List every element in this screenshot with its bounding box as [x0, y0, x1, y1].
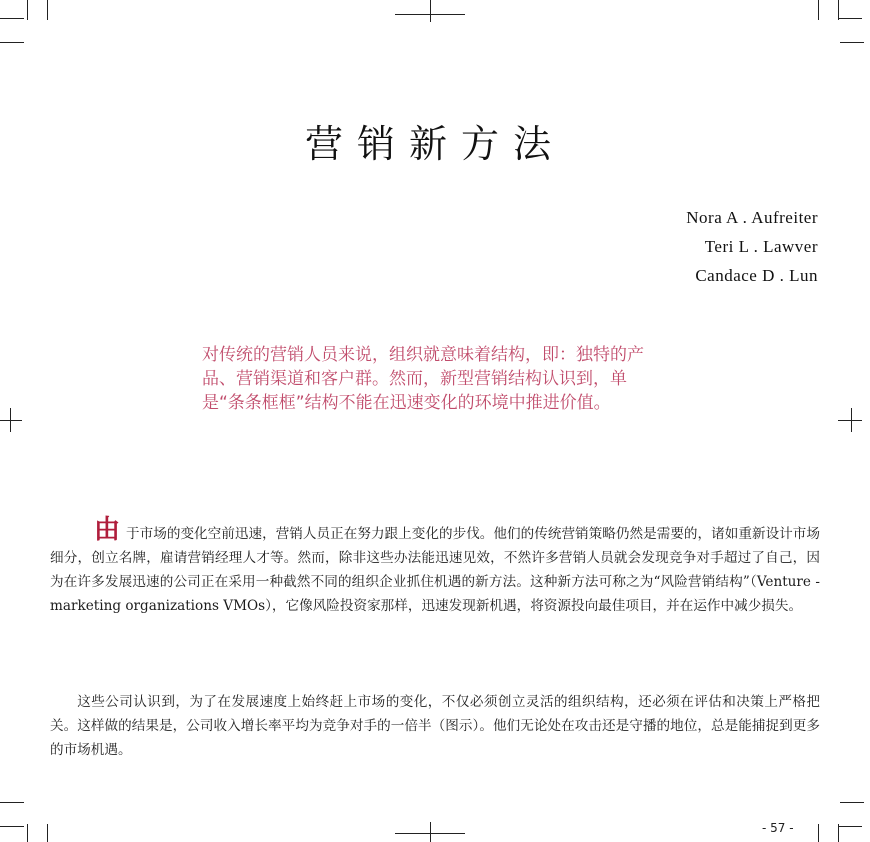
- crop-mark-top-right-v2: [838, 0, 839, 20]
- crop-mark-mid-left-h: [0, 420, 22, 421]
- crop-mark-top-right-h2: [840, 42, 864, 43]
- abstract: 对传统的营销人员来说，组织就意味着结构，即：独特的产品、营销渠道和客户群。然而，新型营销结构认识到，单是“条条框框”结构不能在迅速变化的环境中推进价值。: [202, 345, 644, 413]
- body-paragraph-2: 这些公司认识到，为了在发展速度上始终赶上市场的变化，不仅必须创立灵活的组织结构，还必须在评估和决策上严格把关。这样做的结果是，公司收入增长率平均为竞争对手的一倍半（图示）。他们无论处在攻击还是守播的地位，总是能捕捉到更多的市场机遇。: [50, 694, 820, 758]
- crop-mark-bottom-right-h2: [840, 802, 864, 803]
- crop-mark-mid-left-v: [10, 408, 11, 432]
- crop-mark-bottom-left-h: [0, 826, 24, 827]
- crop-mark-bottom-right-v1: [818, 824, 819, 842]
- crop-mark-bottom-left-h2: [0, 802, 24, 803]
- paragraph-text: 于市场的变化空前迅速，营销人员正在努力跟上变化的步伐。他们的传统营销策略仍然是需要的，诸如重新设计市场细分，创立名牌，雇请营销经理人才等。然而，除非这些办法能迅速见效，不然许多营销人员就会发现竞争对手超过了自己，因为在许多发展迅速的公司正在采用一种截然不同的组织企业抓住机遇的新方法。这种新方法可称之为“风险营销结构”（Venture - marketing organizations VMOs），它像风险投资家那样，迅速发现新机遇，将资源投向最佳项目，并在运作中减少损失。: [50, 526, 820, 614]
- crop-mark-top-left-h2: [0, 42, 24, 43]
- crop-mark-mid-right-h: [838, 420, 862, 421]
- crop-mark-top-left-v2: [47, 0, 48, 20]
- author-name: Teri L . Lawver: [704, 237, 818, 256]
- author-name: Nora A . Aufreiter: [686, 208, 818, 227]
- page-number: - 57 -: [762, 821, 794, 835]
- crop-mark-mid-right-v: [851, 408, 852, 432]
- crop-mark-top-center-v: [430, 0, 431, 22]
- crop-mark-bottom-left-v2: [47, 824, 48, 842]
- author-name: Candace D . Lun: [695, 266, 818, 285]
- crop-mark-bottom-center-v: [430, 822, 431, 842]
- author-list: [686, 203, 818, 290]
- crop-mark-top-left-v1: [27, 0, 28, 20]
- crop-mark-top-left-h: [0, 18, 24, 19]
- crop-mark-top-right-h: [838, 18, 862, 19]
- drop-cap: 由: [94, 515, 121, 545]
- crop-mark-bottom-right-h: [838, 826, 862, 827]
- body-paragraph-1: [50, 515, 820, 618]
- crop-mark-bottom-left-v1: [27, 824, 28, 842]
- crop-mark-top-right-v1: [818, 0, 819, 20]
- article-title: 营销新方法: [304, 122, 565, 166]
